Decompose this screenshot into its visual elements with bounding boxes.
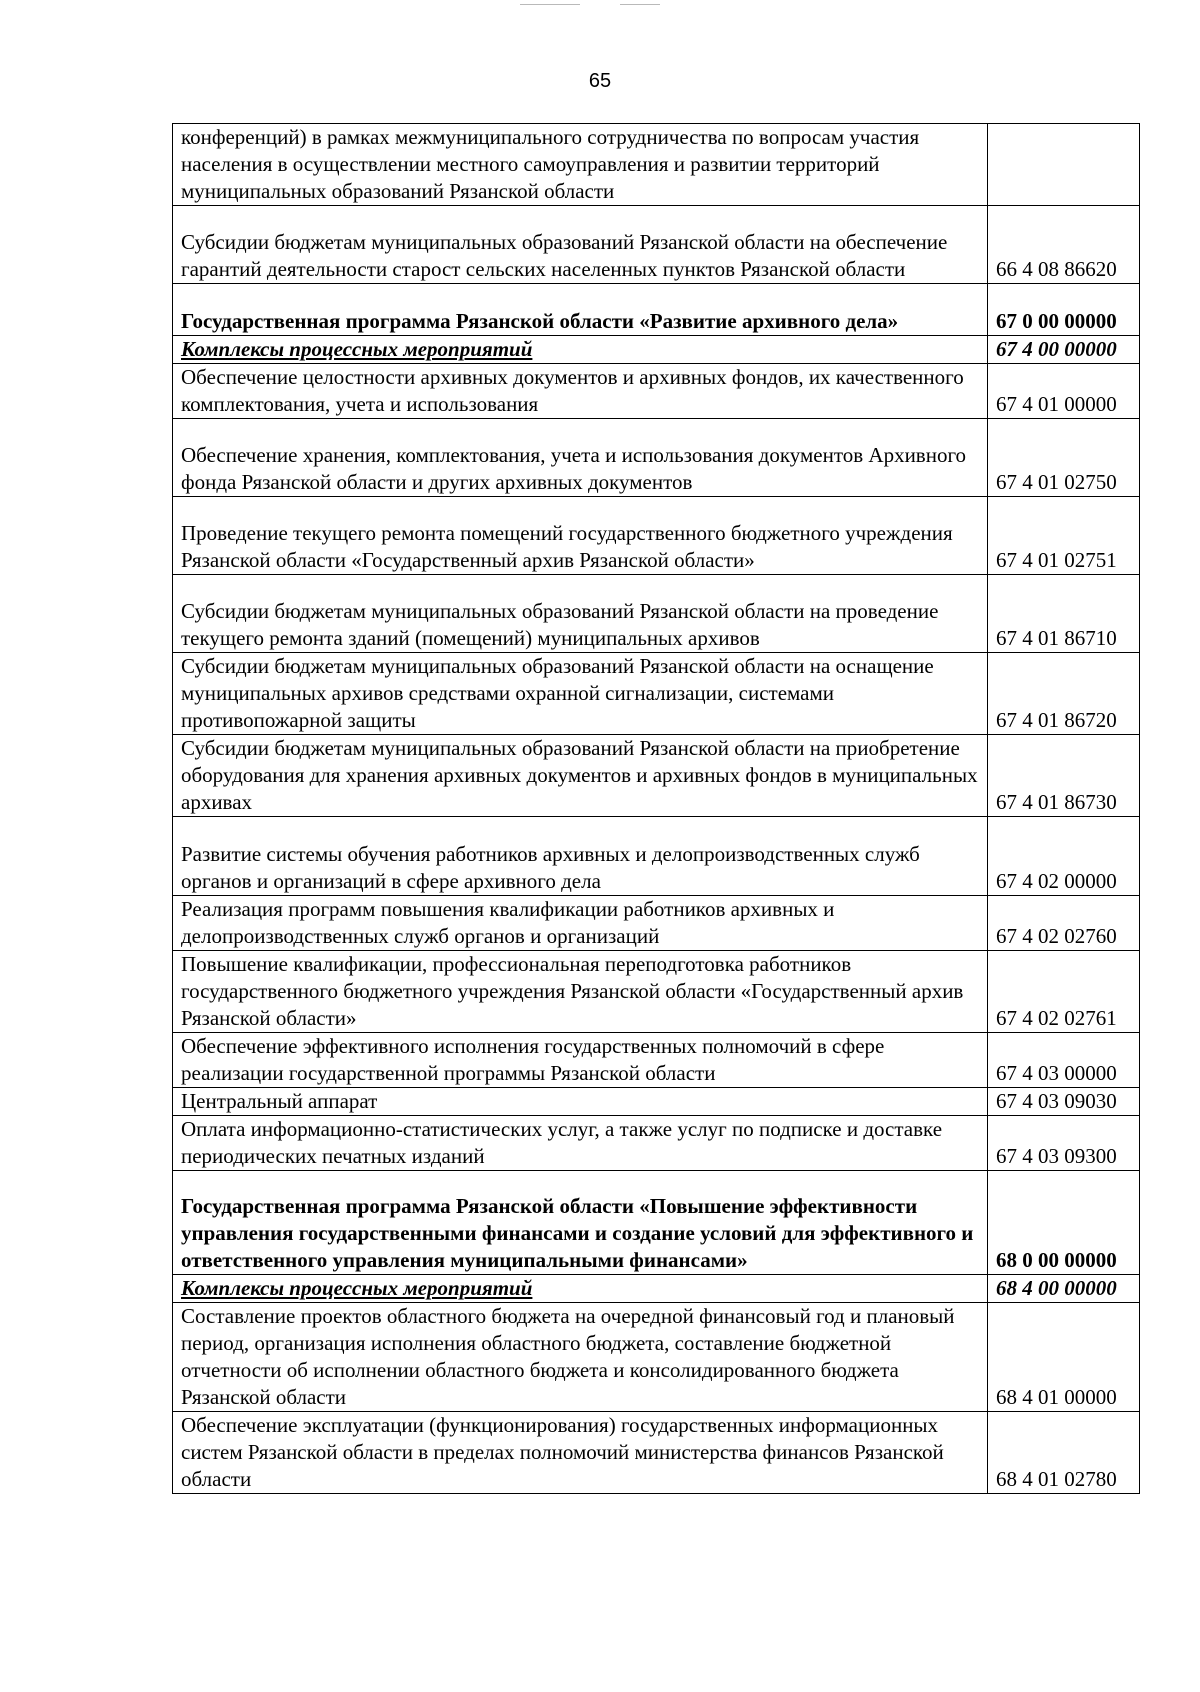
row-code: 67 0 00 00000 (988, 284, 1140, 336)
row-name: Комплексы процессных мероприятий (173, 1275, 988, 1303)
table-row (173, 364, 1140, 419)
row-code: 67 4 02 00000 (988, 817, 1140, 896)
row-name: Обеспечение эксплуатации (функционирования) государственных информационных систем Рязанской области в пределах полномочий министерства финансов Рязанской области (173, 1412, 988, 1494)
row-name: Центральный аппарат (173, 1088, 988, 1116)
row-code: 67 4 01 86730 (988, 735, 1140, 817)
row-code: 67 4 01 02750 (988, 419, 1140, 497)
program-row (173, 284, 1140, 336)
table-row (173, 124, 1140, 206)
table-row (173, 735, 1140, 817)
table-row (173, 497, 1140, 575)
row-name: конференций) в рамках межмуниципального сотрудничества по вопросам участия населения в осуществлении местного самоуправления и развитии территорий муниципальных образований Рязанской области (173, 124, 988, 206)
row-name: Субсидии бюджетам муниципальных образований Рязанской области на обеспечение гарантий деятельности старост сельских населенных пунктов Рязанской области (173, 206, 988, 284)
complex-row (173, 1275, 1140, 1303)
row-code: 67 4 02 02761 (988, 951, 1140, 1033)
page-number: 65 (588, 70, 612, 92)
row-code: 67 4 03 00000 (988, 1033, 1140, 1088)
row-code: 67 4 00 00000 (988, 336, 1140, 364)
budget-classification-table (172, 123, 1140, 1494)
row-code: 68 0 00 00000 (988, 1171, 1140, 1275)
scan-artifact-top (520, 4, 580, 5)
row-code: 67 4 01 00000 (988, 364, 1140, 419)
row-code: 67 4 03 09030 (988, 1088, 1140, 1116)
row-name: Реализация программ повышения квалификации работников архивных и делопроизводственных служб органов и организаций (173, 896, 988, 951)
table-row (173, 896, 1140, 951)
row-name: Развитие системы обучения работников архивных и делопроизводственных служб органов и организаций в сфере архивного дела (173, 817, 988, 896)
row-code (988, 124, 1140, 206)
table-row (173, 206, 1140, 284)
row-code: 66 4 08 86620 (988, 206, 1140, 284)
row-name: Субсидии бюджетам муниципальных образований Рязанской области на проведение текущего ремонта зданий (помещений) муниципальных архивов (173, 575, 988, 653)
table-row (173, 1303, 1140, 1412)
complex-row (173, 336, 1140, 364)
row-name: Государственная программа Рязанской области «Развитие архивного дела» (173, 284, 988, 336)
table-row (173, 575, 1140, 653)
row-code: 67 4 03 09300 (988, 1116, 1140, 1171)
row-name: Государственная программа Рязанской области «Повышение эффективности управления государственными финансами и создание условий для эффективного и ответственного управления муниципальными финансами» (173, 1171, 988, 1275)
row-code: 67 4 01 86720 (988, 653, 1140, 735)
row-name: Обеспечение хранения, комплектования, учета и использования документов Архивного фонда Рязанской области и других архивных документов (173, 419, 988, 497)
row-code: 68 4 00 00000 (988, 1275, 1140, 1303)
row-name: Обеспечение целостности архивных документов и архивных фондов, их качественного комплектования, учета и использования (173, 364, 988, 419)
table-row (173, 419, 1140, 497)
program-row (173, 1171, 1140, 1275)
row-name: Комплексы процессных мероприятий (173, 336, 988, 364)
table-row (173, 1033, 1140, 1088)
row-code: 67 4 01 02751 (988, 497, 1140, 575)
table-row (173, 817, 1140, 896)
row-code: 68 4 01 02780 (988, 1412, 1140, 1494)
row-name: Субсидии бюджетам муниципальных образований Рязанской области на приобретение оборудования для хранения архивных документов и архивных фондов в муниципальных архивах (173, 735, 988, 817)
row-name: Оплата информационно-статистических услуг, а также услуг по подписке и доставке периодических печатных изданий (173, 1116, 988, 1171)
table-row (173, 653, 1140, 735)
row-name: Обеспечение эффективного исполнения государственных полномочий в сфере реализации государственной программы Рязанской области (173, 1033, 988, 1088)
row-code: 67 4 01 86710 (988, 575, 1140, 653)
table-row (173, 1088, 1140, 1116)
row-name: Проведение текущего ремонта помещений государственного бюджетного учреждения Рязанской области «Государственный архив Рязанской области» (173, 497, 988, 575)
table-row (173, 951, 1140, 1033)
row-code: 67 4 02 02760 (988, 896, 1140, 951)
row-code: 68 4 01 00000 (988, 1303, 1140, 1412)
row-name: Составление проектов областного бюджета на очередной финансовый год и плановый период, организация исполнения областного бюджета, составление бюджетной отчетности об исполнении областного бюджета и консолидированного бюджета Рязанской области (173, 1303, 988, 1412)
scan-artifact-top-2 (620, 4, 660, 5)
row-name: Субсидии бюджетам муниципальных образований Рязанской области на оснащение муниципальных архивов средствами охранной сигнализации, системами противопожарной защиты (173, 653, 988, 735)
table-row (173, 1412, 1140, 1494)
row-name: Повышение квалификации, профессиональная переподготовка работников государственного бюджетного учреждения Рязанской области «Государственный архив Рязанской области» (173, 951, 988, 1033)
table-row (173, 1116, 1140, 1171)
